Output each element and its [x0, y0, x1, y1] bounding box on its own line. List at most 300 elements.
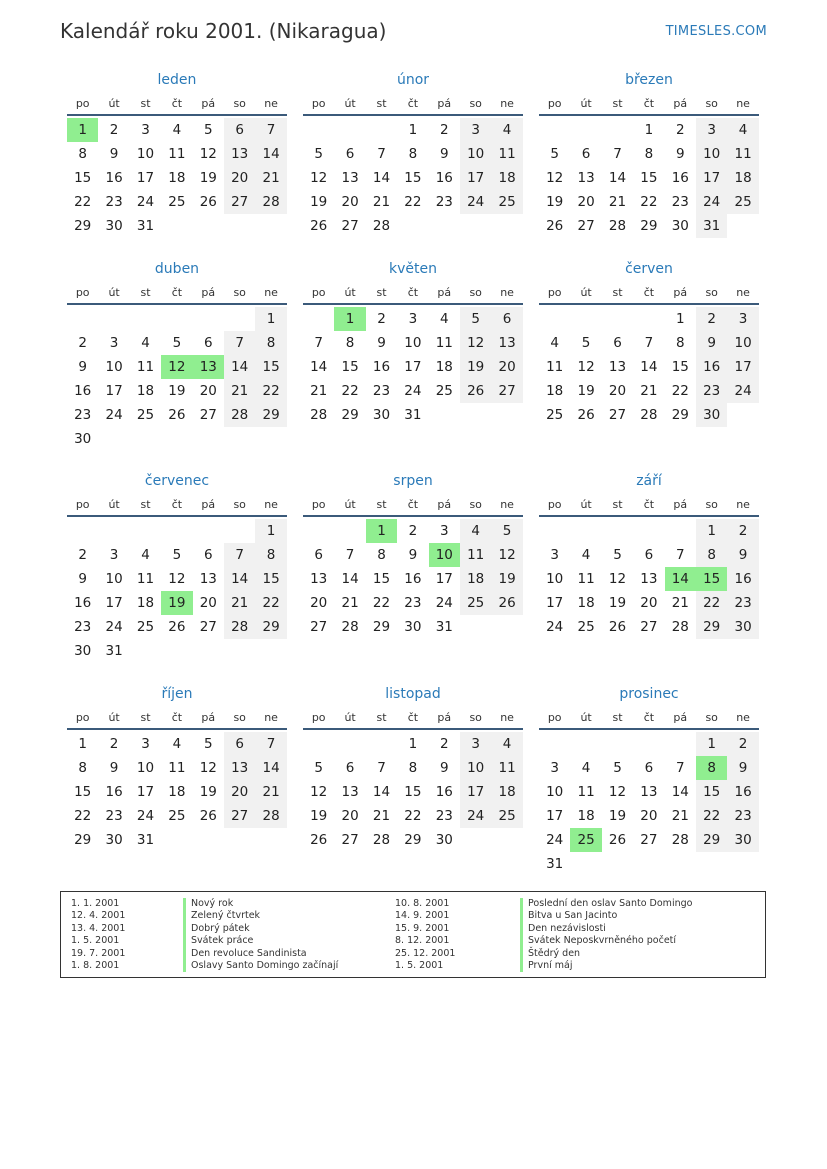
- weekday-label: ne: [500, 498, 514, 511]
- weekday-label: ne: [264, 498, 278, 511]
- day-cell: 7: [345, 547, 355, 563]
- day-cell: 12: [310, 784, 328, 800]
- day-cell: 5: [581, 335, 591, 351]
- day-cell: 24: [696, 190, 727, 214]
- day-cell: 27: [577, 218, 595, 234]
- day-cell: 4: [491, 732, 522, 756]
- weekday-label: čt: [407, 711, 419, 724]
- day-cell: 6: [224, 732, 255, 756]
- day-cell: 25: [435, 383, 453, 399]
- weekday-label: st: [140, 97, 151, 110]
- day-cell: 18: [136, 595, 155, 611]
- day-cell: 27: [608, 407, 627, 423]
- day-cell: 26: [168, 407, 186, 423]
- day-cell: 7: [644, 335, 654, 351]
- month-srpen: [303, 473, 523, 673]
- day-cell: 31: [546, 856, 564, 872]
- day-cell: 14: [224, 567, 255, 591]
- day-cell: 15: [74, 170, 92, 186]
- weekday-label: pá: [673, 498, 688, 511]
- day-cell: 28: [255, 190, 286, 214]
- day-cell: 11: [136, 359, 155, 375]
- day-cell: 7: [314, 335, 323, 351]
- weekday-header: [303, 498, 523, 514]
- day-cell: 31: [435, 619, 453, 635]
- weekday-label: čt: [643, 711, 655, 724]
- day-cell: 9: [377, 335, 386, 351]
- holiday-day-cell: 1: [334, 307, 365, 331]
- day-cell: 2: [439, 736, 449, 752]
- weekday-label: ne: [736, 286, 750, 299]
- day-cell: 4: [581, 547, 591, 563]
- day-cell: 20: [491, 355, 522, 379]
- day-cell: 10: [404, 335, 422, 351]
- day-cell: 9: [439, 760, 449, 776]
- day-cell: 7: [377, 760, 386, 776]
- day-cell: 5: [460, 307, 491, 331]
- weekday-label: út: [580, 97, 592, 110]
- holiday-day-cell: 1: [366, 519, 397, 543]
- day-cell: 23: [105, 194, 123, 210]
- day-cell: 13: [491, 331, 522, 355]
- weekday-label: pá: [437, 498, 452, 511]
- day-cell: 21: [224, 379, 255, 403]
- day-cell: 11: [460, 543, 491, 567]
- legend-date: 1. 1. 2001: [71, 898, 120, 909]
- day-cell: 29: [255, 615, 286, 639]
- weekday-header: [539, 286, 759, 302]
- day-cell: 26: [608, 619, 627, 635]
- weekday-label: po: [311, 498, 326, 511]
- day-cell: 6: [581, 146, 591, 162]
- weekday-label: ne: [736, 498, 750, 511]
- weekday-label: st: [376, 498, 387, 511]
- day-cell: 10: [460, 142, 491, 166]
- day-cell: 9: [109, 760, 119, 776]
- day-cell: 25: [491, 190, 522, 214]
- day-cell: 2: [727, 519, 758, 543]
- header-divider: [539, 728, 759, 730]
- day-cell: 25: [168, 194, 186, 210]
- day-cell: 8: [78, 760, 87, 776]
- weekday-label: st: [612, 286, 623, 299]
- day-cell: 29: [74, 218, 92, 234]
- day-cell: 22: [696, 804, 727, 828]
- day-cell: 28: [224, 403, 255, 427]
- day-cell: 28: [671, 619, 689, 635]
- legend-holiday-name: Svátek práce: [183, 935, 338, 947]
- weekday-label: čt: [407, 498, 419, 511]
- weekday-label: po: [311, 286, 326, 299]
- day-cell: 13: [341, 170, 359, 186]
- day-cell: 19: [168, 383, 186, 399]
- month-name: duben: [154, 261, 200, 277]
- weekday-label: po: [547, 498, 562, 511]
- day-cell: 18: [577, 808, 595, 824]
- weekday-label: ne: [264, 711, 278, 724]
- day-cell: 3: [141, 122, 150, 138]
- day-cell: 28: [608, 218, 627, 234]
- weekday-label: út: [344, 711, 356, 724]
- day-cell: 17: [404, 359, 422, 375]
- day-cell: 8: [696, 543, 727, 567]
- day-cell: 22: [341, 383, 359, 399]
- header-divider: [67, 114, 287, 116]
- weekday-label: út: [344, 498, 356, 511]
- day-cell: 28: [341, 619, 359, 635]
- day-cell: 29: [74, 832, 92, 848]
- weekday-label: po: [75, 498, 90, 511]
- day-cell: 21: [255, 166, 286, 190]
- day-cell: 19: [199, 170, 217, 186]
- day-cell: 19: [199, 784, 217, 800]
- day-cell: 10: [727, 331, 758, 355]
- day-cell: 26: [491, 591, 522, 615]
- day-cell: 21: [671, 595, 689, 611]
- day-cell: 4: [172, 736, 182, 752]
- legend-dates-right: [395, 898, 455, 972]
- day-cell: 8: [345, 335, 355, 351]
- legend-date: 15. 9. 2001: [395, 922, 450, 934]
- day-cell: 29: [404, 832, 422, 848]
- holiday-day-cell: 19: [161, 591, 192, 615]
- day-cell: 18: [546, 383, 564, 399]
- day-cell: 3: [460, 118, 491, 142]
- day-cell: 29: [372, 619, 391, 635]
- weekday-header: [303, 97, 523, 113]
- weekday-label: út: [580, 498, 592, 511]
- day-cell: 6: [224, 118, 255, 142]
- day-cell: 26: [546, 218, 564, 234]
- day-cell: 9: [109, 146, 119, 162]
- weekday-header: [67, 711, 287, 727]
- weekday-label: pá: [201, 498, 216, 511]
- day-cell: 30: [696, 403, 727, 427]
- day-cell: 12: [199, 760, 217, 776]
- day-cell: 19: [608, 595, 627, 611]
- day-cell: 6: [203, 547, 213, 563]
- header-divider: [303, 303, 523, 305]
- day-cell: 8: [644, 146, 654, 162]
- day-cell: 22: [74, 808, 92, 824]
- day-cell: 23: [727, 591, 758, 615]
- weekday-label: pá: [437, 97, 452, 110]
- day-cell: 26: [608, 832, 627, 848]
- legend-date: 10. 8. 2001: [395, 898, 450, 909]
- day-cell: 1: [696, 732, 727, 756]
- day-cell: 21: [372, 194, 391, 210]
- day-cell: 18: [168, 170, 186, 186]
- weekday-label: pá: [673, 286, 688, 299]
- day-cell: 27: [199, 407, 217, 423]
- month-name: prosinec: [619, 686, 679, 702]
- day-cell: 1: [644, 122, 654, 138]
- day-cell: 13: [310, 571, 328, 587]
- day-cell: 24: [546, 832, 564, 848]
- day-cell: 11: [546, 359, 564, 375]
- day-cell: 16: [105, 784, 123, 800]
- day-cell: 3: [727, 307, 758, 331]
- day-cell: 4: [172, 122, 182, 138]
- day-cell: 20: [640, 808, 658, 824]
- weekday-label: ne: [264, 286, 278, 299]
- month-červen: [539, 261, 759, 461]
- weekday-label: so: [469, 498, 482, 511]
- day-cell: 4: [460, 519, 491, 543]
- legend-names-left: [183, 898, 338, 972]
- weekday-label: po: [547, 286, 562, 299]
- holiday-legend: [60, 891, 766, 978]
- day-cell: 23: [74, 619, 92, 635]
- day-cell: 21: [341, 595, 359, 611]
- day-cell: 2: [78, 547, 87, 563]
- day-cell: 29: [341, 407, 359, 423]
- day-cell: 16: [404, 571, 422, 587]
- day-cell: 23: [404, 595, 422, 611]
- day-cell: 14: [671, 784, 689, 800]
- legend-names-right: [520, 898, 692, 972]
- day-cell: 27: [491, 379, 522, 403]
- day-cell: 21: [224, 591, 255, 615]
- weekday-label: pá: [201, 286, 216, 299]
- day-cell: 13: [224, 142, 255, 166]
- day-cell: 10: [546, 784, 564, 800]
- day-cell: 22: [671, 383, 689, 399]
- month-duben: [67, 261, 287, 461]
- day-cell: 3: [109, 547, 119, 563]
- day-cell: 17: [105, 383, 123, 399]
- month-červenec: [67, 473, 287, 673]
- day-cell: 18: [435, 359, 453, 375]
- day-cell: 4: [141, 335, 150, 351]
- weekday-label: út: [344, 286, 356, 299]
- day-cell: 9: [439, 146, 449, 162]
- month-name: srpen: [393, 473, 433, 489]
- day-cell: 22: [404, 808, 422, 824]
- day-cell: 29: [696, 615, 727, 639]
- day-cell: 4: [141, 547, 150, 563]
- month-listopad: [303, 686, 523, 886]
- weekday-label: út: [580, 286, 592, 299]
- day-cell: 23: [727, 804, 758, 828]
- day-cell: 31: [136, 832, 155, 848]
- day-cell: 14: [255, 756, 286, 780]
- header-divider: [67, 728, 287, 730]
- day-cell: 12: [608, 571, 627, 587]
- day-cell: 1: [408, 122, 418, 138]
- day-cell: 22: [255, 379, 286, 403]
- day-cell: 15: [372, 571, 391, 587]
- day-cell: 12: [460, 331, 491, 355]
- day-cell: 24: [460, 190, 491, 214]
- day-cell: 4: [581, 760, 591, 776]
- weekday-label: so: [233, 97, 246, 110]
- day-cell: 23: [435, 194, 453, 210]
- day-cell: 13: [608, 359, 627, 375]
- day-cell: 5: [203, 736, 213, 752]
- day-cell: 11: [136, 571, 155, 587]
- day-cell: 14: [608, 170, 627, 186]
- day-cell: 6: [644, 760, 654, 776]
- day-cell: 22: [640, 194, 658, 210]
- day-cell: 20: [199, 595, 217, 611]
- weekday-label: po: [311, 711, 326, 724]
- weekday-label: út: [580, 711, 592, 724]
- weekday-label: so: [233, 711, 246, 724]
- day-cell: 30: [727, 828, 758, 852]
- day-cell: 12: [310, 170, 328, 186]
- month-name: únor: [396, 72, 430, 88]
- day-cell: 18: [491, 166, 522, 190]
- header-divider: [539, 515, 759, 517]
- day-cell: 19: [491, 567, 522, 591]
- day-cell: 28: [372, 218, 391, 234]
- day-cell: 3: [696, 118, 727, 142]
- weekday-label: pá: [437, 711, 452, 724]
- day-cell: 30: [74, 643, 92, 659]
- day-cell: 15: [671, 359, 689, 375]
- day-cell: 25: [168, 808, 186, 824]
- day-cell: 19: [460, 355, 491, 379]
- weekday-label: pá: [673, 711, 688, 724]
- weekday-label: ne: [736, 711, 750, 724]
- legend-dates-left: [71, 898, 125, 972]
- header-divider: [539, 303, 759, 305]
- day-cell: 29: [255, 403, 286, 427]
- weekday-label: čt: [407, 97, 419, 110]
- day-cell: 11: [491, 142, 522, 166]
- day-cell: 6: [613, 335, 622, 351]
- day-cell: 1: [78, 736, 87, 752]
- day-cell: 8: [255, 543, 286, 567]
- month-prosinec: [539, 686, 759, 886]
- day-cell: 21: [671, 808, 689, 824]
- day-cell: 31: [105, 643, 123, 659]
- day-cell: 31: [136, 218, 155, 234]
- day-cell: 24: [546, 619, 564, 635]
- day-cell: 17: [136, 170, 155, 186]
- day-cell: 29: [640, 218, 658, 234]
- day-cell: 22: [255, 591, 286, 615]
- legend-holiday-name: Štědrý den: [520, 948, 692, 960]
- day-cell: 25: [491, 804, 522, 828]
- day-cell: 23: [74, 407, 92, 423]
- brand-link[interactable]: TIMESLES.COM: [665, 24, 767, 39]
- day-cell: 24: [136, 808, 155, 824]
- day-cell: 15: [255, 355, 286, 379]
- day-cell: 5: [613, 547, 622, 563]
- day-cell: 25: [727, 190, 758, 214]
- day-cell: 22: [696, 591, 727, 615]
- day-cell: 10: [460, 756, 491, 780]
- holiday-day-cell: 15: [696, 567, 727, 591]
- day-cell: 27: [341, 218, 359, 234]
- day-cell: 9: [675, 146, 685, 162]
- day-cell: 11: [577, 571, 595, 587]
- weekday-label: so: [469, 97, 482, 110]
- day-cell: 23: [435, 808, 453, 824]
- weekday-header: [303, 711, 523, 727]
- day-cell: 15: [341, 359, 359, 375]
- weekday-header: [67, 286, 287, 302]
- weekday-label: čt: [643, 498, 655, 511]
- day-cell: 9: [727, 543, 758, 567]
- day-cell: 14: [224, 355, 255, 379]
- day-cell: 19: [577, 383, 595, 399]
- weekday-header: [303, 286, 523, 302]
- month-name: červen: [625, 261, 673, 277]
- day-cell: 5: [203, 122, 213, 138]
- day-cell: 23: [696, 379, 727, 403]
- header-divider: [303, 114, 523, 116]
- legend-holiday-name: Zelený čtvrtek: [183, 910, 338, 922]
- weekday-label: so: [469, 286, 482, 299]
- weekday-header: [67, 97, 287, 113]
- day-cell: 8: [408, 760, 418, 776]
- day-cell: 3: [109, 335, 119, 351]
- day-cell: 23: [105, 808, 123, 824]
- day-cell: 7: [224, 543, 255, 567]
- legend-holiday-name: Dobrý pátek: [183, 923, 338, 935]
- day-cell: 2: [696, 307, 727, 331]
- month-name: leden: [157, 72, 197, 88]
- day-cell: 19: [608, 808, 627, 824]
- legend-holiday-name: Svátek Neposkvrněného početí: [520, 935, 692, 947]
- day-cell: 21: [255, 780, 286, 804]
- day-cell: 2: [408, 523, 418, 539]
- day-cell: 27: [199, 619, 217, 635]
- month-name: březen: [625, 72, 673, 88]
- weekday-label: so: [705, 97, 718, 110]
- weekday-label: ne: [736, 97, 750, 110]
- weekday-label: so: [233, 286, 246, 299]
- weekday-label: út: [108, 498, 120, 511]
- page-title: Kalendář roku 2001. (Nikaragua): [60, 19, 387, 43]
- day-cell: 28: [255, 804, 286, 828]
- weekday-label: pá: [437, 286, 452, 299]
- month-name: listopad: [385, 686, 441, 702]
- day-cell: 11: [168, 760, 186, 776]
- day-cell: 13: [577, 170, 595, 186]
- day-cell: 9: [727, 756, 758, 780]
- day-cell: 20: [224, 166, 255, 190]
- legend-date: 25. 12. 2001: [395, 947, 456, 959]
- day-cell: 17: [696, 166, 727, 190]
- day-cell: 1: [696, 519, 727, 543]
- weekday-label: st: [612, 498, 623, 511]
- day-cell: 26: [199, 194, 217, 210]
- day-cell: 21: [608, 194, 627, 210]
- weekday-label: st: [140, 286, 151, 299]
- day-cell: 27: [310, 619, 328, 635]
- weekday-label: po: [75, 711, 90, 724]
- day-cell: 6: [203, 335, 213, 351]
- day-cell: 14: [372, 784, 391, 800]
- day-cell: 6: [491, 307, 522, 331]
- weekday-label: ne: [500, 286, 514, 299]
- day-cell: 11: [491, 756, 522, 780]
- day-cell: 14: [310, 359, 328, 375]
- day-cell: 18: [136, 383, 155, 399]
- day-cell: 7: [377, 146, 386, 162]
- day-cell: 30: [435, 832, 453, 848]
- day-cell: 12: [577, 359, 595, 375]
- day-cell: 31: [696, 214, 727, 238]
- day-cell: 26: [168, 619, 186, 635]
- holiday-day-cell: 13: [193, 355, 224, 379]
- holiday-day-cell: 1: [67, 118, 98, 142]
- holiday-day-cell: 10: [429, 543, 460, 567]
